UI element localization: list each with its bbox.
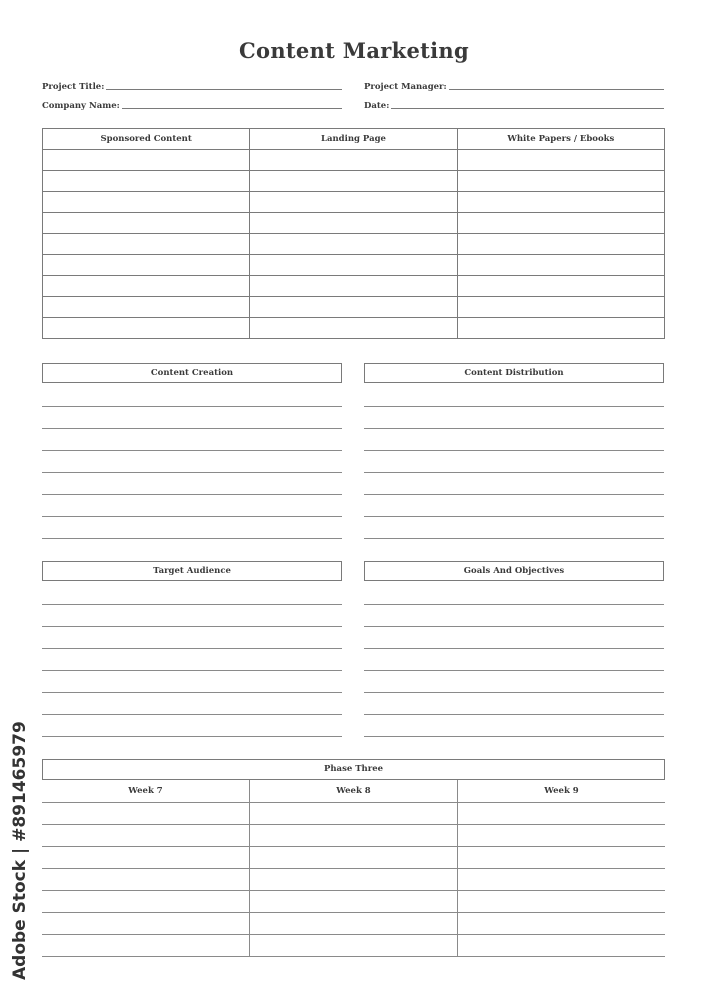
- table-cell[interactable]: [457, 213, 664, 234]
- writing-line[interactable]: [42, 692, 342, 693]
- table-cell[interactable]: [250, 276, 457, 297]
- week-7-label: Week 7: [128, 786, 163, 796]
- writing-line[interactable]: [364, 626, 664, 627]
- writing-line[interactable]: [42, 736, 342, 737]
- writing-line[interactable]: [42, 890, 665, 891]
- table-cell[interactable]: [250, 297, 457, 318]
- writing-line[interactable]: [42, 494, 342, 495]
- table-row: [43, 234, 665, 255]
- writing-line[interactable]: [364, 494, 664, 495]
- project-title-field[interactable]: [42, 78, 342, 92]
- writing-line[interactable]: [364, 714, 664, 715]
- table-cell[interactable]: [43, 150, 250, 171]
- writing-line[interactable]: [42, 472, 342, 473]
- table-cell[interactable]: [457, 150, 664, 171]
- writing-line[interactable]: [364, 538, 664, 539]
- table-cell[interactable]: [250, 255, 457, 276]
- writing-line[interactable]: [42, 450, 342, 451]
- writing-line[interactable]: [42, 956, 665, 957]
- date-label: Date:: [364, 101, 390, 111]
- writing-line[interactable]: [364, 406, 664, 407]
- column-header-sponsored-content: Sponsored Content: [43, 129, 250, 150]
- table-row: [43, 318, 665, 339]
- writing-line[interactable]: [42, 868, 665, 869]
- table-cell[interactable]: [43, 297, 250, 318]
- table-cell[interactable]: [250, 150, 457, 171]
- writing-line[interactable]: [42, 516, 342, 517]
- writing-line[interactable]: [42, 428, 342, 429]
- table-cell[interactable]: [457, 255, 664, 276]
- table-row: [43, 297, 665, 318]
- column-header-landing-page: Landing Page: [250, 129, 457, 150]
- company-name-field[interactable]: [42, 97, 342, 111]
- writing-line[interactable]: [42, 538, 342, 539]
- writing-line[interactable]: [364, 648, 664, 649]
- writing-line[interactable]: [42, 912, 665, 913]
- week-9-label: Week 9: [544, 786, 579, 796]
- writing-line[interactable]: [364, 692, 664, 693]
- table-cell[interactable]: [43, 234, 250, 255]
- content-types-table: [42, 128, 665, 339]
- date-line[interactable]: [391, 108, 664, 109]
- table-cell[interactable]: [457, 171, 664, 192]
- company-name-line[interactable]: [122, 108, 342, 109]
- writing-line[interactable]: [42, 406, 342, 407]
- phase-three-header: Phase Three: [42, 759, 665, 780]
- project-title-label: Project Title:: [42, 82, 105, 92]
- table-cell[interactable]: [43, 318, 250, 339]
- table-cell[interactable]: [43, 276, 250, 297]
- writing-line[interactable]: [364, 516, 664, 517]
- project-manager-line[interactable]: [449, 89, 664, 90]
- target-audience-header: Target Audience: [42, 561, 342, 581]
- date-field[interactable]: [364, 97, 664, 111]
- writing-line[interactable]: [364, 670, 664, 671]
- table-cell[interactable]: [457, 192, 664, 213]
- table-cell[interactable]: [250, 171, 457, 192]
- table-cell[interactable]: [250, 318, 457, 339]
- table-row: [43, 276, 665, 297]
- table-cell[interactable]: [457, 276, 664, 297]
- page-title: Content Marketing: [239, 38, 469, 63]
- stock-watermark: Adobe Stock | #891465979: [10, 721, 30, 980]
- writing-line[interactable]: [364, 428, 664, 429]
- writing-line[interactable]: [364, 604, 664, 605]
- table-cell[interactable]: [457, 297, 664, 318]
- table-row: [43, 255, 665, 276]
- writing-line[interactable]: [42, 802, 665, 803]
- table-cell[interactable]: [43, 192, 250, 213]
- table-row: [43, 171, 665, 192]
- writing-line[interactable]: [42, 714, 342, 715]
- writing-line[interactable]: [42, 670, 342, 671]
- table-cell[interactable]: [43, 255, 250, 276]
- writing-line[interactable]: [42, 648, 342, 649]
- table-cell[interactable]: [457, 318, 664, 339]
- goals-objectives-header: Goals And Objectives: [364, 561, 664, 581]
- writing-line[interactable]: [42, 824, 665, 825]
- writing-line[interactable]: [364, 472, 664, 473]
- table-cell[interactable]: [250, 192, 457, 213]
- writing-line[interactable]: [42, 846, 665, 847]
- writing-line[interactable]: [42, 604, 342, 605]
- column-header-white-papers: White Papers / Ebooks: [457, 129, 664, 150]
- table-row: [43, 213, 665, 234]
- week-8-label: Week 8: [336, 786, 371, 796]
- table-row: [43, 192, 665, 213]
- project-title-line[interactable]: [106, 89, 342, 90]
- project-manager-field[interactable]: [364, 78, 664, 92]
- table-cell[interactable]: [250, 213, 457, 234]
- content-distribution-header: Content Distribution: [364, 363, 664, 383]
- content-creation-header: Content Creation: [42, 363, 342, 383]
- writing-line[interactable]: [364, 736, 664, 737]
- company-name-label: Company Name:: [42, 101, 120, 111]
- writing-line[interactable]: [42, 626, 342, 627]
- table-cell[interactable]: [250, 234, 457, 255]
- table-row: [43, 150, 665, 171]
- project-manager-label: Project Manager:: [364, 82, 447, 92]
- table-cell[interactable]: [457, 234, 664, 255]
- writing-line[interactable]: [42, 934, 665, 935]
- table-cell[interactable]: [43, 213, 250, 234]
- table-cell[interactable]: [43, 171, 250, 192]
- writing-line[interactable]: [364, 450, 664, 451]
